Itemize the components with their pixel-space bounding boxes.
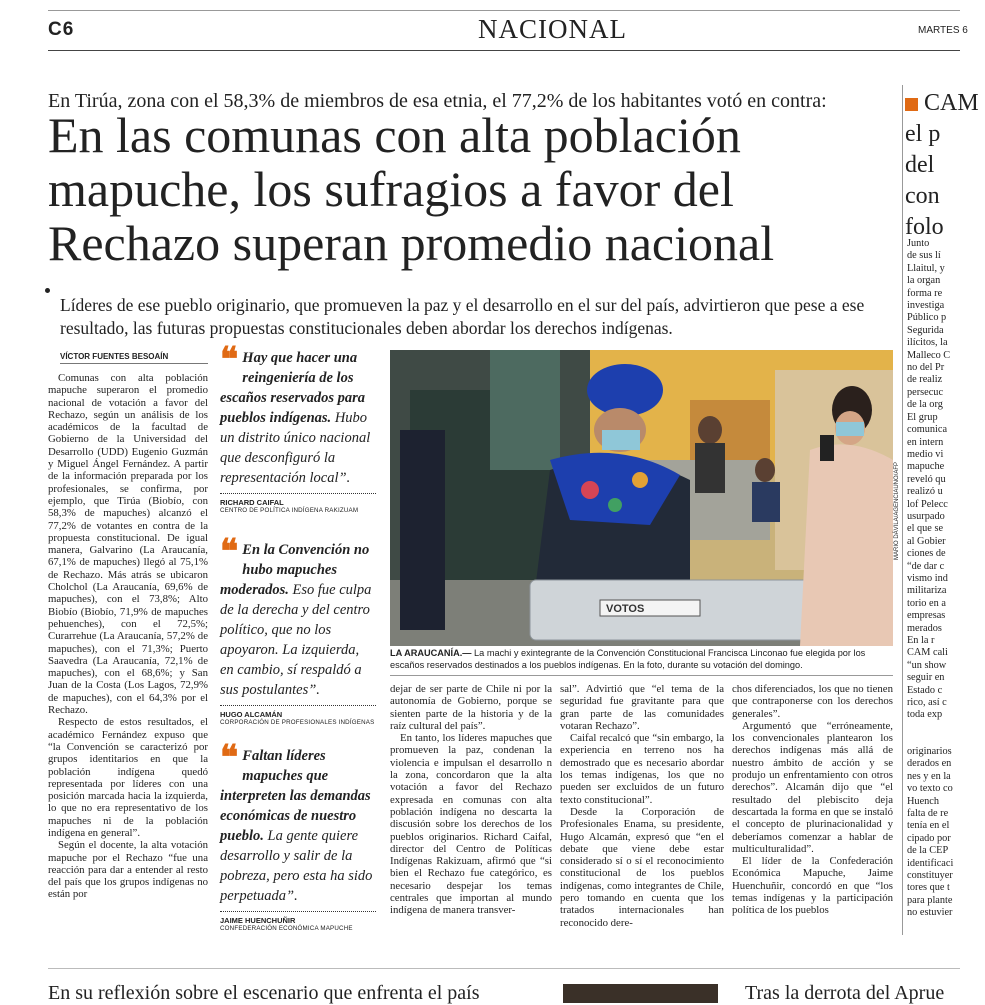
paragraph: dejar de ser parte de Chile ni por la autonomía de Gobierno, porque se sienten parte de la historia y de la raíz cultural del país”. [390, 683, 552, 732]
body-column-3 [560, 683, 724, 929]
quote-rest: Eso fue culpa de la derecha y del centro político, que no los apoyaron. La izquierda, en cambio, sí respaldó a sus postulantes”. [220, 582, 372, 698]
quote-bold: En la Convención no hubo mapuches moderados. [220, 542, 370, 598]
kicker: En Tirúa, zona con el 58,3% de miembros de esa etnia, el 77,2% de los habitantes votó en contra: [48, 90, 827, 112]
bullet-dot [45, 288, 50, 293]
byline: VÍCTOR FUENTES BESOAÍN [60, 352, 208, 364]
headline: En las comunas con alta población mapuche, los sufragios a favor del Rechazo superan promedio nacional [48, 107, 775, 271]
quote-mark-icon: ❝ [220, 738, 239, 778]
subhead: Líderes de ese pueblo originario, que promueven la paz y el desarrollo en el sur del país, advirtieron que pese a ese resultado, las futuras propuestas constitucionales deben abordar los derechos indígenas. [60, 295, 865, 338]
page-number: C6 [48, 19, 75, 40]
paragraph: Según el docente, la alta votación mapuche por el Rechazo “fue una reacción para dar a entender al resto del país que los grupos indígenas no están por [48, 839, 208, 901]
quote-author: RICHARD CAIFAL [220, 498, 284, 507]
quote-mark-icon: ❝ [220, 340, 239, 380]
quote-org: CONFEDERACIÓN ECONÓMICA MAPUCHE [220, 925, 353, 932]
paragraph: Argumentó que “erróneamente, los convencionales plantearon los derechos indígenas más allá de nuestro ámbito de acción y se produjo un enfrentamiento con otros derechos”. Alcamán dijo que “el resultado del plebiscito deja descartada la forma en que se instaló el concepto de plurinacionalidad y deberíamos comenzar a hablar de multiculturalidad”. [732, 719, 893, 855]
caption-text: La machi y exintegrante de la Convención Constitucional Francisca Linconao fue elegida por los escaños reservados destinados a los pueblos indígenas. En la foto, durante su votación del domingo. [390, 648, 866, 670]
photo-caption [390, 648, 893, 671]
body-column-1 [48, 372, 208, 901]
quote-mark-icon: ❝ [220, 532, 239, 572]
header-rule [48, 50, 960, 51]
section-title: NACIONAL [478, 14, 627, 44]
paragraph: Respecto de estos resultados, el académico Fernández expuso que “la Convención se caracterizó por grupos identitarios en que la población indígena quedó representada por líderes con una posición marcada hacia la izquierda, lo que no era representativo de los mapuches ni de la población indígena en general”. [48, 716, 208, 839]
next-article-kicker: En su reflexión sobre el escenario que enfrenta el país [48, 982, 480, 1004]
quote-author: JAIME HUENCHUÑIR [220, 916, 296, 925]
next-article-photo [563, 984, 718, 1003]
quote-author: HUGO ALCAMÁN [220, 710, 283, 719]
body-column-2 [390, 683, 552, 917]
paragraph: Comunas con alta población mapuche superaron el promedio nacional de votación a favor del Rechazo, según un análisis de los académicos de la facultad de Gobierno de la Universidad del Desarrollo (UDD) Eugenio Guzmán y Miguel Ángel Fernández. A partir de la información preparada por los profesionales, se confirma, por ejemplo, que Tirúa (Biobío, con 58,3% de mapuches) alcanzó el 77,2% de votantes en contra de la propuesta constitucional. De igual manera, Galvarino (La Araucanía, 67,1% de mapuches) llegó al 75,1% de Rechazo. Más atrás se ubicaron Cholchol (La Araucanía, 69,6% de mapuches), con el 73,8%; Alto Biobío (Biobío, 71,9% de mapuches pehuenches), con el 72,5%; Curarrehue (La Araucanía, 57,2% de mapuches), con el 71,3%; Puerto Saavedra (La Araucanía, 72,1% de mapuches), con el 68,6%; y San Juan de la Costa (Los Lagos, 72,9% de mapuches), con el 64,3% por el Rechazo. [48, 372, 208, 717]
top-rule [48, 10, 960, 11]
paragraph: Caifal recalcó que “sin embargo, la experiencia en terreno nos ha demostrado que es necesario abordar los temas indígenas, los que no pueden ser excluidos de un futuro texto constitucional”. [560, 732, 724, 806]
paragraph: sal”. Advirtió que “el tema de la seguridad fue gravitante para que gran parte de las comunidades votaran Rechazo”. [560, 683, 724, 732]
paragraph: chos diferenciados, los que no tienen que contraponerse con los derechos generales”. [732, 683, 893, 720]
quote-divider [220, 911, 376, 912]
voting-photo [390, 350, 893, 646]
quote-rest: Hubo un distrito único nacional que desconfiguró la representación local”. [220, 410, 371, 486]
quote-org: CORPORACIÓN DE PROFESIONALES INDÍGENAS [220, 719, 375, 726]
quote-rest: La gente quiere desarrollo y salir de la pobreza, pero esta ha sido perpetuada”. [220, 828, 373, 904]
next-article-kicker-2: Tras la derrota del Aprue [745, 982, 945, 1004]
ballot-box-label: VOTOS [606, 603, 645, 615]
sidebar-text-continued: originarios derados en nes y en la vo texto co Huench falta de re tenía en el cipado por de la CEP identificaci constituyer tores que t para plante no estuvier [907, 746, 954, 919]
sidebar-headline: CAM el p del con folo [905, 90, 979, 240]
body-column-4 [732, 683, 893, 917]
quote-divider [220, 493, 376, 494]
caption-rule [390, 675, 893, 676]
pull-quote-2 [220, 532, 376, 726]
sidebar-text: Junto de sus lí Llaitul, y la organ forma re investiga Público p Segurida ilícitos, la Malleco C no del Pr de realiz persecuc de la org El grup comunica en intern medio vi mapuche reveló qu realizó u lof Pelecc usurpado el que se al Gobier ciones de “de dar c vismo ind militariza torio en a empresas merados En la r CAM cali “un show seguir en Estado c rico, así c toda exp [907, 238, 951, 721]
dateline: MARTES 6 [918, 25, 968, 36]
pull-quote-1 [220, 340, 376, 514]
caption-lead: LA ARAUCANÍA.— [390, 648, 472, 658]
quote-org: CENTRO DE POLÍTICA INDÍGENA RAKIZUAM [220, 507, 359, 514]
orange-square-icon [905, 98, 918, 111]
quote-bold: Hay que hacer una reingeniería de los escaños reservados para pueblos indígenas. [220, 350, 365, 426]
sidebar-divider [902, 85, 903, 935]
pull-quote-3 [220, 738, 376, 932]
paragraph: Desde la Corporación de Profesionales Enama, su presidente, Hugo Alcamán, expresó que “en el debate que viene debe estar considerado sí o sí el reconocimiento constitucional de los pueblos indígenas, como integrantes de Chile, pero tomando en cuenta que los tratados internacionales han reconocido dere- [560, 805, 724, 929]
photo-credit: MARIO DÁVILA/AGENCIAUNO/AFP [894, 461, 900, 560]
paragraph: En tanto, los líderes mapuches que promueven la paz, condenan la violencia e impulsan el desarrollo n la zona, concordaron que la alta votación a favor del Rechazo expresada en comunas con alta población indígena no descarta la discusión sobre los derechos de los pueblos originarios. Richard Caifal, director del Centro de Políticas Indígenas Rakizuam, afirmó que “si bien el Rechazo fue categórico, es necesario despejar los temas centrales que importan al mundo indígena de manera transver- [390, 732, 552, 917]
quote-divider [220, 705, 376, 706]
paragraph: El líder de la Confederación Económica Mapuche, Jaime Huenchuñir, concordó en que “los temas indígenas y la participación política de los pueblos [732, 855, 893, 917]
quote-bold: Faltan líderes mapuches que interpreten las demandas económicas de nuestro pueblo. [220, 748, 371, 844]
bottom-rule [48, 968, 960, 969]
